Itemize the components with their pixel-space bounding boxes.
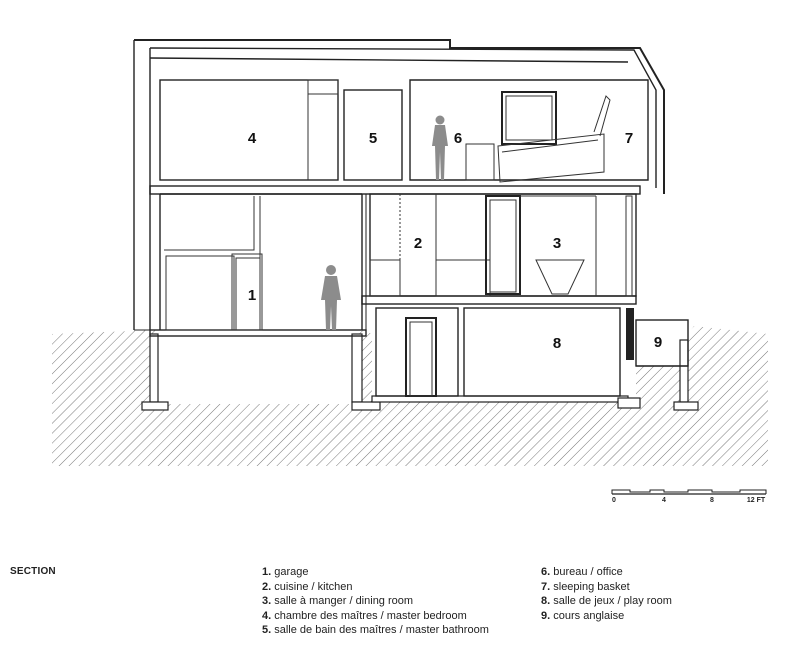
dining-table bbox=[536, 260, 584, 294]
legend-item-1 bbox=[262, 565, 489, 580]
legend-text: salle de bain des maîtres / master bathroom bbox=[274, 624, 489, 637]
legend-num: 8. bbox=[541, 595, 551, 608]
legend-item-6 bbox=[541, 565, 672, 580]
legend-num: 6. bbox=[541, 566, 551, 578]
door-frame bbox=[486, 196, 520, 294]
legend-num: 7. bbox=[541, 580, 551, 593]
room-label-1: 1 bbox=[247, 287, 257, 304]
legend-text: cuisine / kitchen bbox=[274, 580, 353, 593]
room-label-3: 3 bbox=[552, 235, 562, 252]
window bbox=[502, 92, 556, 144]
scale-bar bbox=[612, 490, 766, 504]
building-envelope bbox=[134, 40, 664, 330]
room-label-5: 5 bbox=[368, 130, 378, 147]
legend-num: 1. bbox=[262, 566, 272, 578]
legend-text: sleeping basket bbox=[553, 580, 630, 593]
legend-item-5 bbox=[262, 623, 489, 638]
room-label-6: 6 bbox=[453, 130, 463, 147]
legend-right-column bbox=[541, 565, 672, 623]
room-label-9: 9 bbox=[653, 334, 663, 351]
scale-label-8: 8 bbox=[710, 497, 714, 504]
section-title bbox=[10, 566, 56, 577]
legend-num: 2. bbox=[262, 580, 272, 593]
legend-text: bureau / office bbox=[553, 566, 623, 578]
legend-text: chambre des maîtres / master bedroom bbox=[274, 609, 467, 622]
person-figure-garage bbox=[321, 265, 341, 330]
legend-text: cours anglaise bbox=[553, 609, 625, 622]
scale-label-0: 0 bbox=[612, 497, 616, 504]
person-figure-office bbox=[432, 116, 448, 181]
legend-item-3 bbox=[262, 594, 489, 609]
scale-label-4: 4 bbox=[662, 497, 666, 504]
room-label-4: 4 bbox=[247, 130, 257, 147]
legend-num: 3. bbox=[262, 595, 272, 608]
legend-item-9 bbox=[541, 609, 672, 624]
section-title-text: SECTION bbox=[10, 566, 56, 577]
legend-text: salle à manger / dining room bbox=[274, 595, 414, 608]
room-label-7: 7 bbox=[624, 130, 634, 147]
legend-num: 9. bbox=[541, 609, 551, 622]
upper-floor-rooms bbox=[160, 80, 648, 182]
person-figures bbox=[321, 116, 448, 331]
legend-item-8 bbox=[541, 594, 672, 609]
legend-text: garage bbox=[274, 566, 309, 578]
legend-num: 5. bbox=[262, 624, 272, 637]
legend-item-4 bbox=[262, 609, 489, 624]
legend-text: salle de jeux / play room bbox=[553, 595, 672, 608]
scale-label-12ft: 12 FT bbox=[746, 497, 766, 504]
legend-item-7 bbox=[541, 580, 672, 595]
legend-item-2 bbox=[262, 580, 489, 595]
room-label-2: 2 bbox=[413, 235, 423, 252]
legend-num: 4. bbox=[262, 609, 272, 622]
room-label-8: 8 bbox=[552, 335, 562, 352]
legend-left-column bbox=[262, 565, 489, 638]
